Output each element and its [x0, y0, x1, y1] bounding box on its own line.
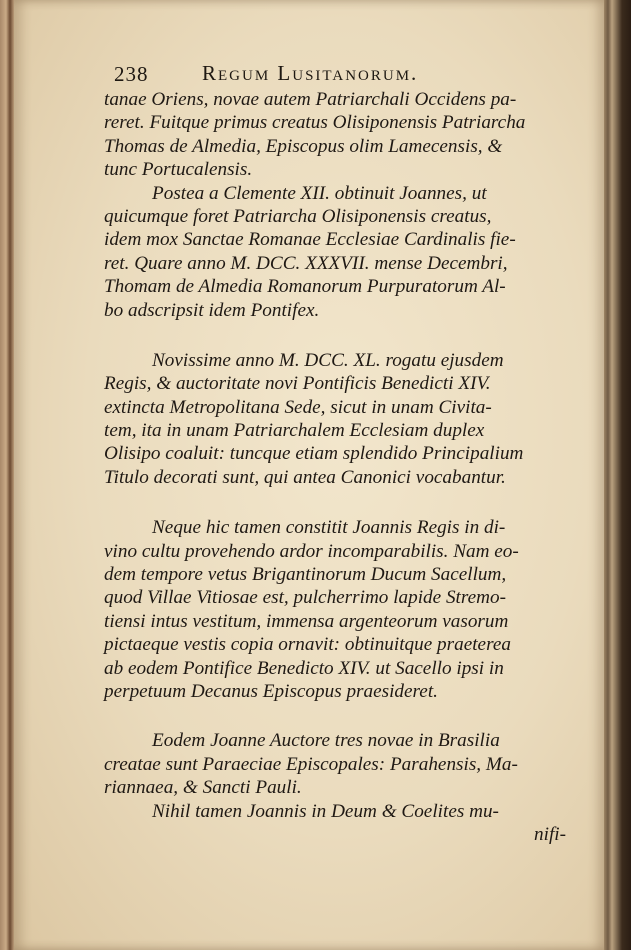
paragraph [104, 729, 584, 799]
paragraph-gap [104, 703, 584, 729]
running-title: Regum Lusitanorum. [202, 61, 419, 85]
text-line: idem mox Sanctae Romanae Ecclesiae Cardinalis fie- [104, 229, 516, 251]
text-line: ret. Quare anno M. DCC. XXXVII. mense Decembri, [104, 252, 508, 274]
text-line: Thomam de Almedia Romanorum Purpuratorum Al- [104, 276, 506, 298]
paragraph [104, 88, 584, 182]
text-line: bo adscripsit idem Pontifex. [104, 299, 320, 321]
paragraph [104, 182, 584, 322]
text-line: tanae Oriens, novae autem Patriarchali Occidens pa- [104, 89, 517, 110]
paragraph-gap [104, 489, 584, 516]
paragraph [104, 800, 584, 823]
catchword: nifi- [534, 823, 566, 845]
page-header [104, 58, 574, 88]
paragraph-gap [104, 322, 584, 349]
text-line: Regis, & auctoritate novi Pontificis Benedicti XIV. [104, 373, 491, 395]
text-line: Novissime anno M. DCC. XL. rogatu ejusdem [152, 349, 504, 371]
text-line: tunc Portucalensis. [104, 159, 253, 181]
text-line: extincta Metropolitana Sede, sicut in unam Civita- [104, 396, 492, 418]
paragraph [104, 349, 584, 489]
text-line: tiensi intus vestitum, immensa argenteorum vasorum [104, 610, 509, 632]
text-line: Neque hic tamen constitit Joannis Regis in di- [152, 517, 506, 539]
text-line: Nihil tamen Joannis in Deum & Coelites mu- [152, 800, 499, 822]
text-line: tem, ita in unam Patriarchalem Ecclesiam duplex [104, 420, 485, 442]
text-line: Titulo decorati sunt, qui antea Canonici vocabantur. [104, 466, 506, 488]
text-line: quicumque foret Patriarcha Olisiponensis creatus, [104, 205, 492, 227]
text-line: riannaea, & Sancti Pauli. [104, 777, 302, 799]
text-line: Eodem Joanne Auctore tres novae in Brasilia [152, 730, 500, 752]
text-line: Olisipo coaluit: tuncque etiam splendido Principalium [104, 443, 524, 465]
text-line: reret. Fuitque primus creatus Olisiponensis Patriarcha [104, 112, 526, 134]
text-line: dem tempore vetus Brigantinorum Ducum Sacellum, [104, 564, 507, 586]
page-number: 238 [114, 62, 149, 86]
text-line: quod Villae Vitiosae est, pulcherrimo lapide Stremo- [104, 587, 506, 609]
text-line: ab eodem Pontifice Benedicto XIV. ut Sacello ipsi in [104, 657, 504, 679]
page-body [104, 88, 584, 846]
text-line: vino cultu provehendo ardor incomparabilis. Nam eo- [104, 540, 519, 562]
paragraph [104, 516, 584, 703]
text-line: perpetuum Decanus Episcopus praesideret. [104, 680, 438, 702]
text-line: pictaeque vestis copia ornavit: obtinuitque praeterea [104, 634, 511, 656]
text-line: Thomas de Almedia, Episcopus olim Lamecensis, & [104, 135, 503, 157]
page-edge [604, 0, 631, 950]
text-line: creatae sunt Paraeciae Episcopales: Parahensis, Ma- [104, 753, 518, 775]
text-line: Postea a Clemente XII. obtinuit Joannes, ut [152, 182, 487, 204]
